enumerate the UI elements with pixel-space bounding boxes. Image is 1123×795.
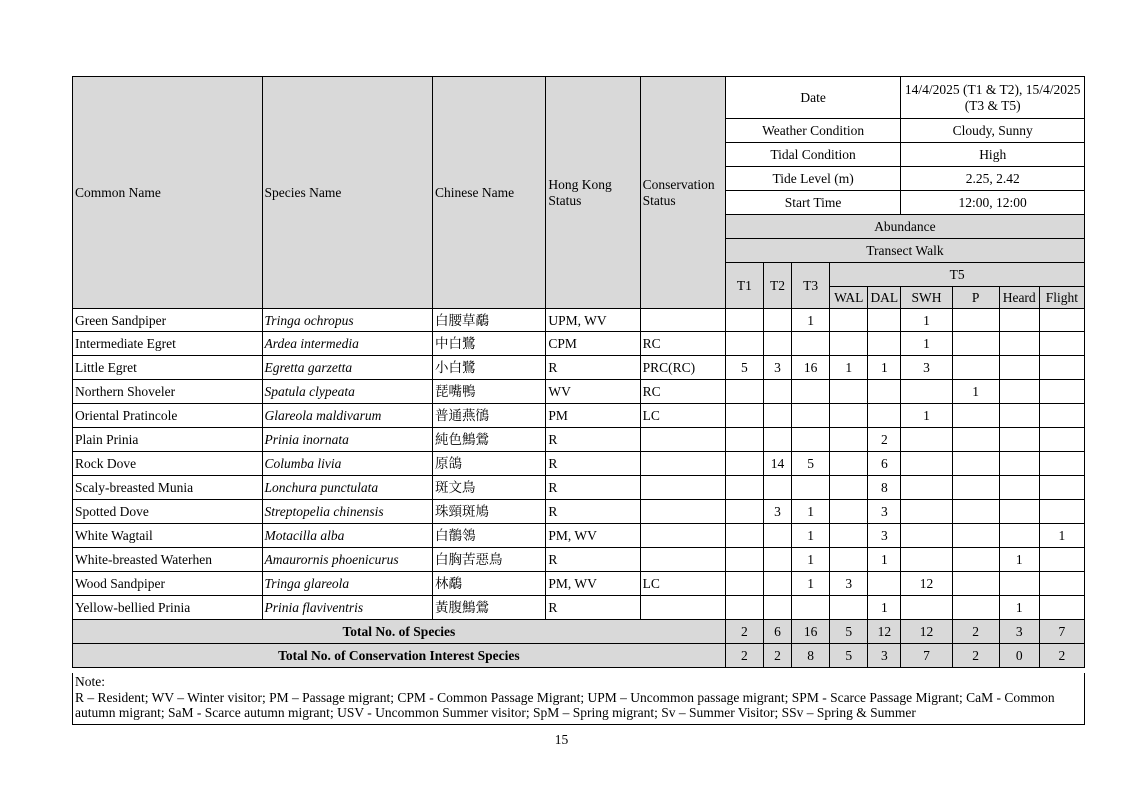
date-value: 14/4/2025 (T1 & T2), 15/4/2025 (T3 & T5)	[901, 77, 1085, 119]
weather-value: Cloudy, Sunny	[901, 119, 1085, 143]
common-name-cell: Northern Shoveler	[73, 380, 263, 404]
swh-count-cell	[901, 380, 952, 404]
wal-count-cell	[830, 380, 868, 404]
heard-count-cell	[999, 452, 1039, 476]
total-wal-cell: 5	[830, 620, 868, 644]
t1-count-cell	[725, 572, 763, 596]
p-count-cell	[952, 596, 999, 620]
t3-count-cell	[792, 404, 830, 428]
col-t5: T5	[830, 263, 1085, 287]
note-text: R – Resident; WV – Winter visitor; PM – Passage migrant; CPM - Common Passage Migrant; UPM – Uncommon passage migrant; SPM - Scarce Passage Migrant; CaM - Common autumn migrant; SaM - Scarce autumn migrant; USV - Uncommon Summer visitor; SpM – Spring migrant; Sv – Summer Visitor; SSv – Spring & Summer	[75, 689, 1055, 720]
header-conservation-status: Conservation Status	[640, 77, 725, 309]
chinese-name-cell: 林鷸	[433, 572, 546, 596]
t3-count-cell	[792, 476, 830, 500]
common-name-cell: Yellow-bellied Prinia	[73, 596, 263, 620]
conservation-status-cell	[640, 476, 725, 500]
t2-count-cell	[763, 404, 791, 428]
p-count-cell: 1	[952, 380, 999, 404]
chinese-name-cell: 小白鷺	[433, 356, 546, 380]
t3-count-cell: 1	[792, 500, 830, 524]
dal-count-cell: 3	[868, 524, 901, 548]
hk-status-cell: R	[546, 356, 640, 380]
common-name-cell: Spotted Dove	[73, 500, 263, 524]
common-name-cell: White-breasted Waterhen	[73, 548, 263, 572]
t2-count-cell	[763, 309, 791, 332]
flight-count-cell	[1039, 572, 1084, 596]
flight-count-cell	[1039, 452, 1084, 476]
species-name-cell: Columba livia	[262, 452, 432, 476]
table-row	[73, 452, 1085, 476]
t3-count-cell	[792, 380, 830, 404]
conservation-status-cell: RC	[640, 332, 725, 356]
flight-count-cell	[1039, 380, 1084, 404]
note-title: Note:	[75, 674, 105, 689]
species-name-cell: Lonchura punctulata	[262, 476, 432, 500]
total-row	[73, 620, 1085, 644]
wal-count-cell	[830, 452, 868, 476]
t2-count-cell	[763, 524, 791, 548]
conservation-status-cell	[640, 452, 725, 476]
table-row	[73, 572, 1085, 596]
total-label: Total No. of Species	[73, 620, 726, 644]
hk-status-cell: PM, WV	[546, 524, 640, 548]
col-dal: DAL	[868, 287, 901, 309]
swh-count-cell: 1	[901, 332, 952, 356]
table-row	[73, 356, 1085, 380]
conservation-status-cell	[640, 524, 725, 548]
t2-count-cell	[763, 548, 791, 572]
flight-count-cell	[1039, 548, 1084, 572]
hk-status-cell: R	[546, 500, 640, 524]
header-chinese-name: Chinese Name	[433, 77, 546, 309]
p-count-cell	[952, 452, 999, 476]
hk-status-cell: R	[546, 452, 640, 476]
t2-count-cell	[763, 380, 791, 404]
table-row	[73, 309, 1085, 332]
total-dal-cell: 3	[868, 644, 901, 668]
hk-status-cell: R	[546, 596, 640, 620]
total-flight-cell: 2	[1039, 644, 1084, 668]
dal-count-cell: 2	[868, 428, 901, 452]
tide-level-value: 2.25, 2.42	[901, 167, 1085, 191]
species-name-cell: Spatula clypeata	[262, 380, 432, 404]
table-row	[73, 548, 1085, 572]
t3-count-cell	[792, 332, 830, 356]
total-flight-cell: 7	[1039, 620, 1084, 644]
hk-status-cell: CPM	[546, 332, 640, 356]
chinese-name-cell: 斑文鳥	[433, 476, 546, 500]
heard-count-cell	[999, 332, 1039, 356]
p-count-cell	[952, 572, 999, 596]
heard-count-cell	[999, 356, 1039, 380]
t2-count-cell	[763, 332, 791, 356]
flight-count-cell: 1	[1039, 524, 1084, 548]
total-t2-cell: 2	[763, 644, 791, 668]
wal-count-cell	[830, 500, 868, 524]
t1-count-cell	[725, 452, 763, 476]
t2-count-cell	[763, 428, 791, 452]
total-dal-cell: 12	[868, 620, 901, 644]
conservation-status-cell	[640, 309, 725, 332]
col-flight: Flight	[1039, 287, 1084, 309]
table-row	[73, 500, 1085, 524]
common-name-cell: Little Egret	[73, 356, 263, 380]
t1-count-cell	[725, 404, 763, 428]
t2-count-cell: 14	[763, 452, 791, 476]
common-name-cell: Rock Dove	[73, 452, 263, 476]
hk-status-cell: WV	[546, 380, 640, 404]
dal-count-cell	[868, 404, 901, 428]
swh-count-cell	[901, 476, 952, 500]
hk-status-cell: R	[546, 548, 640, 572]
col-p: P	[952, 287, 999, 309]
total-swh-cell: 12	[901, 620, 952, 644]
dal-count-cell	[868, 380, 901, 404]
weather-label: Weather Condition	[725, 119, 901, 143]
heard-count-cell: 1	[999, 548, 1039, 572]
total-p-cell: 2	[952, 644, 999, 668]
p-count-cell	[952, 332, 999, 356]
t3-count-cell: 16	[792, 356, 830, 380]
species-name-cell: Prinia flaviventris	[262, 596, 432, 620]
p-count-cell	[952, 309, 999, 332]
species-name-cell: Tringa glareola	[262, 572, 432, 596]
wal-count-cell	[830, 404, 868, 428]
flight-count-cell	[1039, 309, 1084, 332]
total-heard-cell: 3	[999, 620, 1039, 644]
total-t3-cell: 16	[792, 620, 830, 644]
col-swh: SWH	[901, 287, 952, 309]
p-count-cell	[952, 404, 999, 428]
conservation-status-cell	[640, 428, 725, 452]
p-count-cell	[952, 524, 999, 548]
abundance-header: Abundance	[725, 215, 1084, 239]
dal-count-cell: 1	[868, 548, 901, 572]
species-name-cell: Glareola maldivarum	[262, 404, 432, 428]
t1-count-cell	[725, 332, 763, 356]
common-name-cell: Intermediate Egret	[73, 332, 263, 356]
total-t2-cell: 6	[763, 620, 791, 644]
wal-count-cell	[830, 476, 868, 500]
date-label: Date	[725, 77, 901, 119]
wal-count-cell	[830, 548, 868, 572]
conservation-status-cell: PRC(RC)	[640, 356, 725, 380]
dal-count-cell: 1	[868, 596, 901, 620]
p-count-cell	[952, 500, 999, 524]
heard-count-cell	[999, 309, 1039, 332]
t1-count-cell	[725, 548, 763, 572]
dal-count-cell: 8	[868, 476, 901, 500]
swh-count-cell	[901, 524, 952, 548]
dal-count-cell	[868, 309, 901, 332]
heard-count-cell	[999, 524, 1039, 548]
dal-count-cell: 3	[868, 500, 901, 524]
table-row	[73, 380, 1085, 404]
wal-count-cell	[830, 309, 868, 332]
table-row	[73, 428, 1085, 452]
t1-count-cell	[725, 524, 763, 548]
bird-survey-table	[72, 76, 1085, 668]
wal-count-cell: 3	[830, 572, 868, 596]
p-count-cell	[952, 476, 999, 500]
heard-count-cell	[999, 428, 1039, 452]
table-row	[73, 332, 1085, 356]
t2-count-cell: 3	[763, 356, 791, 380]
t2-count-cell	[763, 572, 791, 596]
swh-count-cell: 12	[901, 572, 952, 596]
total-t1-cell: 2	[725, 620, 763, 644]
chinese-name-cell: 琵嘴鴨	[433, 380, 546, 404]
flight-count-cell	[1039, 404, 1084, 428]
total-t3-cell: 8	[792, 644, 830, 668]
heard-count-cell	[999, 476, 1039, 500]
flight-count-cell	[1039, 428, 1084, 452]
flight-count-cell	[1039, 356, 1084, 380]
common-name-cell: White Wagtail	[73, 524, 263, 548]
wal-count-cell: 1	[830, 356, 868, 380]
species-name-cell: Motacilla alba	[262, 524, 432, 548]
p-count-cell	[952, 548, 999, 572]
conservation-status-cell	[640, 596, 725, 620]
t3-count-cell: 1	[792, 572, 830, 596]
chinese-name-cell: 白腰草鷸	[433, 309, 546, 332]
chinese-name-cell: 純色鷦鶯	[433, 428, 546, 452]
heard-count-cell	[999, 572, 1039, 596]
t1-count-cell	[725, 500, 763, 524]
swh-count-cell: 1	[901, 404, 952, 428]
chinese-name-cell: 白胸苦惡鳥	[433, 548, 546, 572]
t3-count-cell	[792, 596, 830, 620]
start-time-value: 12:00, 12:00	[901, 191, 1085, 215]
t1-count-cell: 5	[725, 356, 763, 380]
heard-count-cell: 1	[999, 596, 1039, 620]
header-hk-status: Hong Kong Status	[546, 77, 640, 309]
t1-count-cell	[725, 596, 763, 620]
hk-status-cell: UPM, WV	[546, 309, 640, 332]
transect-walk-header: Transect Walk	[725, 239, 1084, 263]
species-name-cell: Egretta garzetta	[262, 356, 432, 380]
chinese-name-cell: 中白鷺	[433, 332, 546, 356]
hk-status-cell: PM, WV	[546, 572, 640, 596]
total-heard-cell: 0	[999, 644, 1039, 668]
species-name-cell: Amaurornis phoenicurus	[262, 548, 432, 572]
dal-count-cell	[868, 332, 901, 356]
hk-status-cell: PM	[546, 404, 640, 428]
t3-count-cell: 5	[792, 452, 830, 476]
t1-count-cell	[725, 309, 763, 332]
col-t2: T2	[763, 263, 791, 309]
t3-count-cell	[792, 428, 830, 452]
flight-count-cell	[1039, 500, 1084, 524]
hk-status-cell: R	[546, 476, 640, 500]
table-row	[73, 404, 1085, 428]
t2-count-cell	[763, 596, 791, 620]
wal-count-cell	[830, 332, 868, 356]
dal-count-cell: 1	[868, 356, 901, 380]
flight-count-cell	[1039, 596, 1084, 620]
species-name-cell: Prinia inornata	[262, 428, 432, 452]
page-number: 15	[554, 732, 569, 747]
t3-count-cell: 1	[792, 524, 830, 548]
t1-count-cell	[725, 428, 763, 452]
total-row	[73, 644, 1085, 668]
heard-count-cell	[999, 380, 1039, 404]
tidal-value: High	[901, 143, 1085, 167]
table-row	[73, 596, 1085, 620]
swh-count-cell	[901, 452, 952, 476]
t1-count-cell	[725, 476, 763, 500]
species-name-cell: Streptopelia chinensis	[262, 500, 432, 524]
t2-count-cell: 3	[763, 500, 791, 524]
common-name-cell: Wood Sandpiper	[73, 572, 263, 596]
total-t1-cell: 2	[725, 644, 763, 668]
swh-count-cell	[901, 548, 952, 572]
chinese-name-cell: 原鴿	[433, 452, 546, 476]
common-name-cell: Scaly-breasted Munia	[73, 476, 263, 500]
header-common-name: Common Name	[73, 77, 263, 309]
col-t3: T3	[792, 263, 830, 309]
swh-count-cell: 1	[901, 309, 952, 332]
col-wal: WAL	[830, 287, 868, 309]
t3-count-cell: 1	[792, 309, 830, 332]
swh-count-cell	[901, 596, 952, 620]
table-row	[73, 524, 1085, 548]
legend-note	[72, 673, 1085, 725]
wal-count-cell	[830, 596, 868, 620]
p-count-cell	[952, 428, 999, 452]
conservation-status-cell: LC	[640, 404, 725, 428]
tide-level-label: Tide Level (m)	[725, 167, 901, 191]
total-label: Total No. of Conservation Interest Species	[73, 644, 726, 668]
header-species-name: Species Name	[262, 77, 432, 309]
swh-count-cell	[901, 428, 952, 452]
common-name-cell: Plain Prinia	[73, 428, 263, 452]
heard-count-cell	[999, 404, 1039, 428]
conservation-status-cell	[640, 548, 725, 572]
flight-count-cell	[1039, 332, 1084, 356]
col-t1: T1	[725, 263, 763, 309]
swh-count-cell: 3	[901, 356, 952, 380]
species-name-cell: Ardea intermedia	[262, 332, 432, 356]
common-name-cell: Green Sandpiper	[73, 309, 263, 332]
conservation-status-cell	[640, 500, 725, 524]
start-time-label: Start Time	[725, 191, 901, 215]
common-name-cell: Oriental Pratincole	[73, 404, 263, 428]
p-count-cell	[952, 356, 999, 380]
tidal-label: Tidal Condition	[725, 143, 901, 167]
swh-count-cell	[901, 500, 952, 524]
t1-count-cell	[725, 380, 763, 404]
total-swh-cell: 7	[901, 644, 952, 668]
chinese-name-cell: 黃腹鷦鶯	[433, 596, 546, 620]
species-name-cell: Tringa ochropus	[262, 309, 432, 332]
total-wal-cell: 5	[830, 644, 868, 668]
chinese-name-cell: 珠頸斑鳩	[433, 500, 546, 524]
hk-status-cell: R	[546, 428, 640, 452]
wal-count-cell	[830, 524, 868, 548]
t2-count-cell	[763, 476, 791, 500]
chinese-name-cell: 白鶺鴒	[433, 524, 546, 548]
chinese-name-cell: 普通燕鴴	[433, 404, 546, 428]
table-row	[73, 476, 1085, 500]
wal-count-cell	[830, 428, 868, 452]
heard-count-cell	[999, 500, 1039, 524]
t3-count-cell: 1	[792, 548, 830, 572]
flight-count-cell	[1039, 476, 1084, 500]
total-p-cell: 2	[952, 620, 999, 644]
conservation-status-cell: LC	[640, 572, 725, 596]
conservation-status-cell: RC	[640, 380, 725, 404]
dal-count-cell: 6	[868, 452, 901, 476]
dal-count-cell	[868, 572, 901, 596]
col-heard: Heard	[999, 287, 1039, 309]
